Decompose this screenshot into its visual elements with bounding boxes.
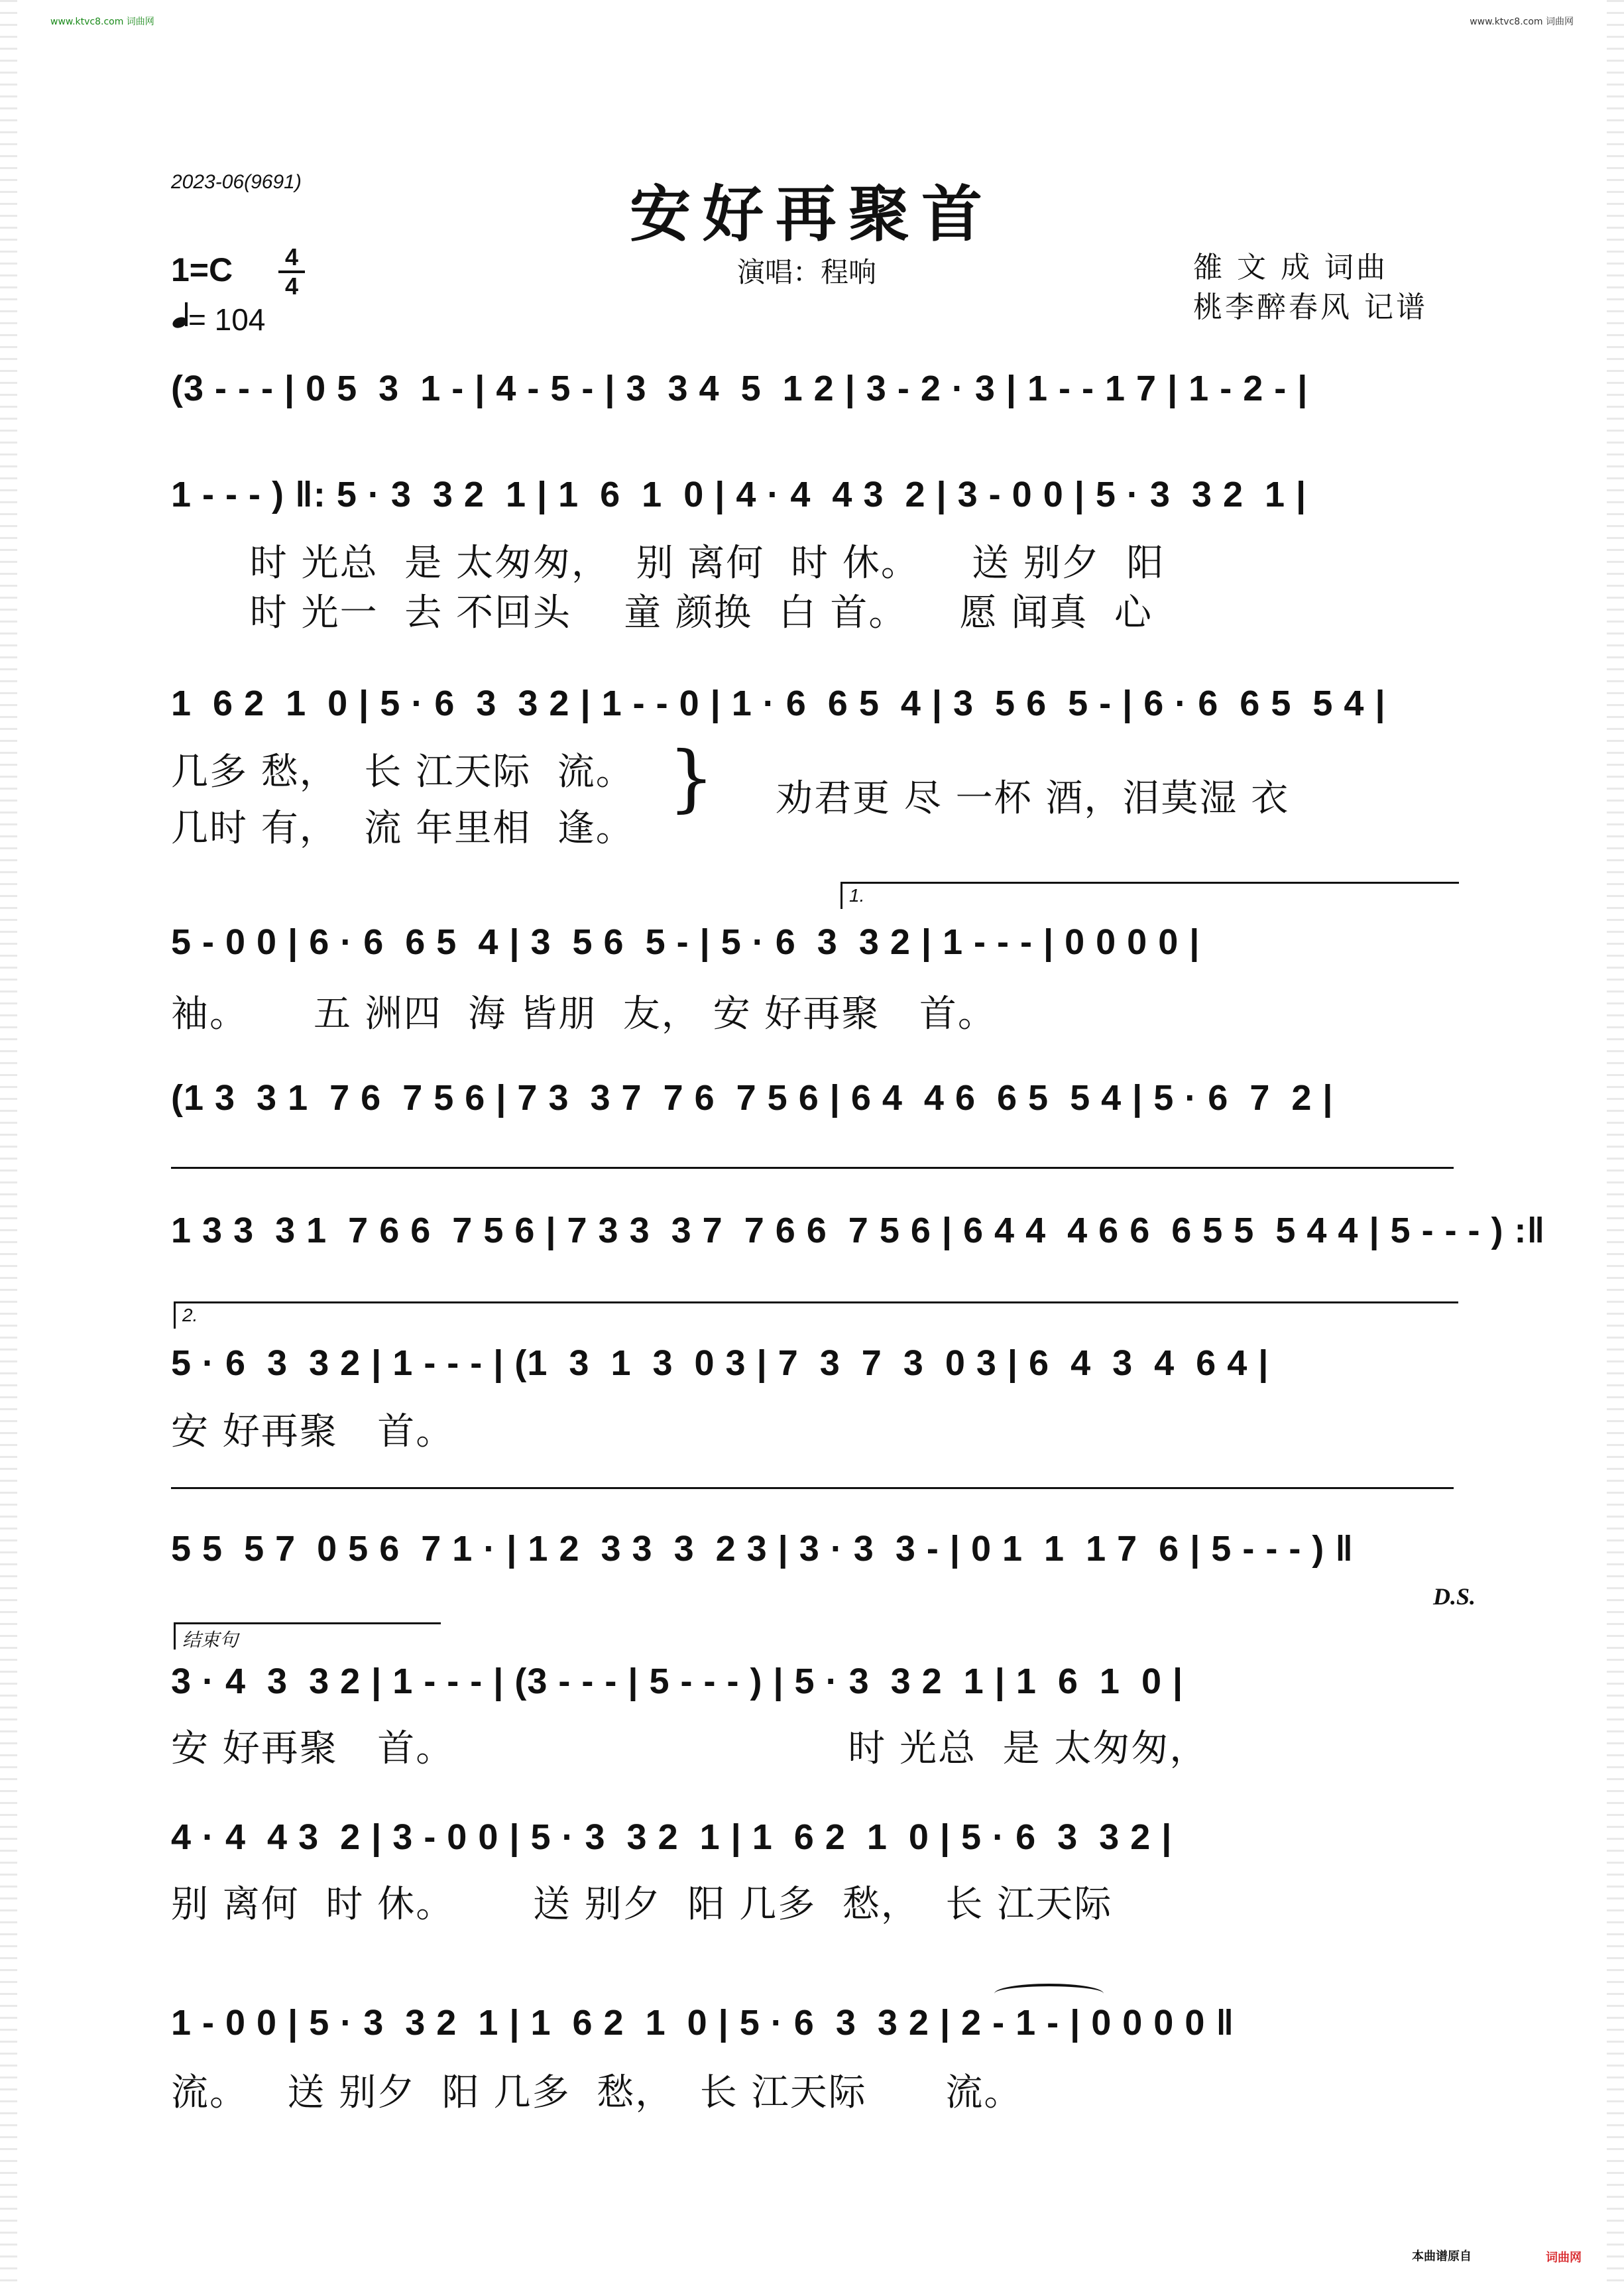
- lyrics-line-9: 安 好再聚 首。 时 光总 是 太匆匆，: [171, 1727, 1208, 1770]
- notes-line-1: (3 - - - | 0 5 3 1 - | 4 - 5 - | 3 3 4 5 1 2 | 3 - 2 · 3 | 1 - - 1 7 | 1 - 2 - |: [171, 369, 1308, 408]
- interlude-bracket-line: [171, 1167, 1454, 1169]
- tempo-value: = 104: [188, 302, 266, 337]
- lyrics-line-7: 安 好再聚 首。: [171, 1410, 455, 1453]
- lyrics-line-2-verse-1: 时 光总 是 太匆匆， 别 离何 时 休。 送 别夕 阳: [171, 542, 1165, 585]
- notes-line-6: 1 3 3 3 1 7 6 6 7 5 6 | 7 3 3 3 7 7 6 6 7 5 6 | 6 4 4 4 6 6 6 5 5 5 4 4 | 5 - - - ) :‖: [171, 1211, 1546, 1250]
- right-page-border: [1607, 0, 1624, 2284]
- notes-line-8: 5 5 5 7 0 5 6 7 1 · | 1 2 3 3 3 2 3 | 3 · 3 3 - | 0 1 1 1 7 6 | 5 - - - ) ‖: [171, 1529, 1354, 1569]
- lyrics-line-3-verse-2: 几时 有， 流 年里相 逢。: [171, 807, 634, 850]
- footer-site-logo: 词曲网: [1546, 2251, 1582, 2265]
- lyrics-line-2-verse-2: 时 光一 去 不回头 童 颜换 白 首。 愿 闻真 心: [171, 591, 1153, 634]
- volta-first-label: 1.: [849, 885, 865, 906]
- lyrics-line-3-verse-1: 几多 愁， 长 江天际 流。: [171, 751, 634, 794]
- key-signature: 1=C: [171, 251, 233, 288]
- singer-credit: 演唱：程响: [737, 256, 877, 288]
- notes-line-9: 3 · 4 3 3 2 | 1 - - - | (3 - - - | 5 - - - ) | 5 · 3 3 2 1 | 1 6 1 0 |: [171, 1661, 1184, 1701]
- volta-second-label: 2.: [182, 1305, 198, 1325]
- notes-line-7: 5 · 6 3 3 2 | 1 - - - | (1 3 1 3 0 3 | 7 3 7 3 0 3 | 6 4 3 4 6 4 |: [171, 1343, 1269, 1383]
- credits-block: [1193, 248, 1428, 328]
- coda-label: 结束句: [182, 1630, 239, 1650]
- lyrics-music-credit: 雒 文 成 词曲: [1193, 251, 1388, 284]
- tempo-marking: [171, 300, 265, 337]
- dal-segno-mark: D.S.: [1432, 1583, 1476, 1610]
- volta-first-ending: [841, 882, 1459, 909]
- notes-line-10: 4 · 4 4 3 2 | 3 - 0 0 | 5 · 3 3 2 1 | 1 6 2 1 0 | 5 · 6 3 3 2 |: [171, 1817, 1173, 1857]
- transcriber-credit: 桃李醉春风 记谱: [1193, 290, 1428, 324]
- notes-line-5: (1 3 3 1 7 6 7 5 6 | 7 3 3 7 7 6 7 5 6 | 6 4 4 6 6 5 5 4 | 5 · 6 7 2 |: [171, 1078, 1334, 1118]
- lyrics-line-4: 袖。 五 洲四 海 皆朋 友， 安 好再聚 首。: [171, 992, 996, 1036]
- volta-second-ending: [174, 1301, 1458, 1329]
- watermark-right: www.ktvc8.com 词曲网: [1470, 17, 1574, 27]
- lyrics-line-10: 别 离何 时 休。 送 别夕 阳 几多 愁， 长 江天际: [171, 1883, 1113, 1926]
- postlude-bracket-line: [171, 1487, 1454, 1489]
- notes-line-3: 1 6 2 1 0 | 5 · 6 3 3 2 | 1 - - 0 | 1 · 6 6 5 4 | 3 5 6 5 - | 6 · 6 6 5 5 4 |: [171, 684, 1386, 723]
- song-title: 安好再聚首: [629, 178, 994, 250]
- notes-line-2: 1 - - - ) ‖: 5 · 3 3 2 1 | 1 6 1 0 | 4 · 4 4 3 2 | 3 - 0 0 | 5 · 3 3 2 1 |: [171, 475, 1307, 514]
- coda-bracket: [174, 1622, 441, 1650]
- tie-arc: [994, 1984, 1104, 2004]
- lyrics-line-11: 流。 送 别夕 阳 几多 愁， 长 江天际 流。: [171, 2071, 1023, 2114]
- time-signature: [278, 245, 305, 298]
- time-signature-top: 4: [284, 243, 299, 270]
- score-code: 2023-06(9691): [171, 171, 302, 193]
- notes-line-4: 5 - 0 0 | 6 · 6 6 5 4 | 3 5 6 5 - | 5 · 6 3 3 2 | 1 - - - | 0 0 0 0 |: [171, 922, 1200, 962]
- time-signature-bottom: 4: [284, 272, 299, 300]
- notes-line-11: 1 - 0 0 | 5 · 3 3 2 1 | 1 6 2 1 0 | 5 · 6 3 3 2 | 2 - 1 - | 0 0 0 0 ‖: [171, 2003, 1235, 2043]
- quarter-note-icon: [171, 300, 188, 330]
- lyrics-line-3-chorus: 劝君更 尽 一杯 酒，泪莫湿 衣: [776, 777, 1290, 820]
- watermark-left: www.ktvc8.com 词曲网: [50, 17, 154, 27]
- footer-source-credit: 本曲谱原自: [1412, 2250, 1472, 2263]
- left-page-border: [0, 0, 17, 2284]
- lyric-brace: }: [668, 735, 715, 820]
